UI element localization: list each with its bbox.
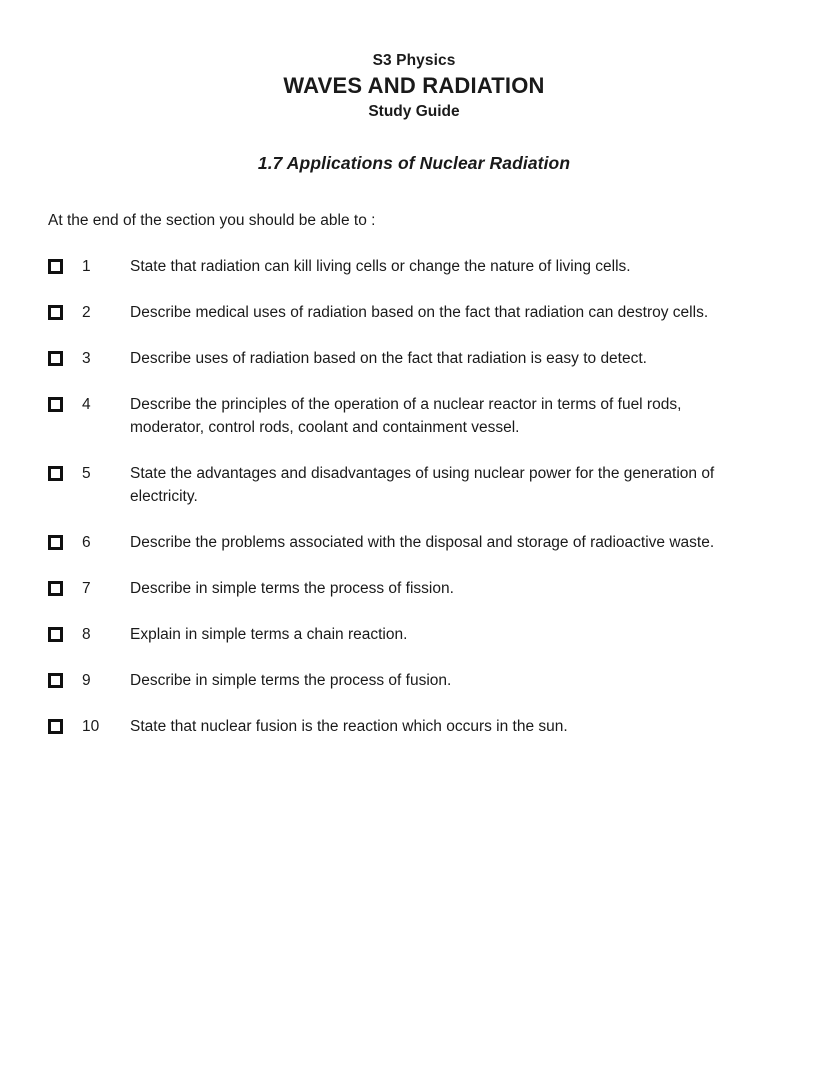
- objective-number: 4: [82, 396, 91, 413]
- objective-number: 9: [82, 672, 91, 689]
- empty-checkbox-icon[interactable]: [48, 397, 63, 412]
- checkbox-cell[interactable]: [48, 669, 82, 688]
- course-label: S3 Physics: [372, 52, 456, 69]
- list-item: [0, 669, 828, 692]
- objective-text: Describe the principles of the operation of a nuclear reactor in terms of fuel rods, moderator, control rods, coolant and containment vessel.: [130, 396, 682, 436]
- empty-checkbox-icon[interactable]: [48, 305, 63, 320]
- list-item: [0, 301, 828, 324]
- checkbox-cell[interactable]: [48, 531, 82, 550]
- document-subtitle: Study Guide: [368, 103, 460, 120]
- objective-number: 3: [82, 350, 91, 367]
- objective-text: Describe the problems associated with the disposal and storage of radioactive waste.: [130, 534, 715, 551]
- objective-text: Describe in simple terms the process of fission.: [130, 580, 454, 597]
- list-item: [0, 347, 828, 370]
- list-item: [0, 255, 828, 278]
- list-item: [0, 462, 828, 508]
- empty-checkbox-icon[interactable]: [48, 351, 63, 366]
- section-heading: 1.7 Applications of Nuclear Radiation: [257, 153, 571, 173]
- checkbox-cell[interactable]: [48, 577, 82, 596]
- document-header: [0, 0, 828, 123]
- empty-checkbox-icon[interactable]: [48, 673, 63, 688]
- checkbox-cell[interactable]: [48, 301, 82, 320]
- objective-text: Explain in simple terms a chain reaction.: [130, 626, 408, 643]
- objective-text: Describe medical uses of radiation based on the fact that radiation can destroy cells.: [130, 304, 709, 321]
- objective-number: 2: [82, 304, 91, 321]
- objective-number: 5: [82, 465, 91, 482]
- checkbox-cell[interactable]: [48, 255, 82, 274]
- objective-number: 1: [82, 258, 91, 275]
- objective-number: 10: [82, 718, 100, 735]
- checkbox-cell[interactable]: [48, 623, 82, 642]
- list-item: [0, 577, 828, 600]
- objective-text: State that radiation can kill living cells or change the nature of living cells.: [130, 258, 631, 275]
- objective-number: 8: [82, 626, 91, 643]
- checkbox-cell[interactable]: [48, 715, 82, 734]
- intro-text: At the end of the section you should be able to :: [48, 212, 376, 229]
- checkbox-cell[interactable]: [48, 462, 82, 481]
- objective-number: 6: [82, 534, 91, 551]
- checkbox-cell[interactable]: [48, 393, 82, 412]
- list-item: [0, 393, 828, 439]
- empty-checkbox-icon[interactable]: [48, 627, 63, 642]
- checkbox-cell[interactable]: [48, 347, 82, 366]
- empty-checkbox-icon[interactable]: [48, 719, 63, 734]
- objective-text: State that nuclear fusion is the reaction which occurs in the sun.: [130, 718, 568, 735]
- objective-text: Describe uses of radiation based on the fact that radiation is easy to detect.: [130, 350, 647, 367]
- objective-number: 7: [82, 580, 91, 597]
- objectives-list: [0, 255, 828, 738]
- objective-text: Describe in simple terms the process of fusion.: [130, 672, 452, 689]
- empty-checkbox-icon[interactable]: [48, 535, 63, 550]
- list-item: [0, 623, 828, 646]
- empty-checkbox-icon[interactable]: [48, 259, 63, 274]
- list-item: [0, 715, 828, 738]
- empty-checkbox-icon[interactable]: [48, 466, 63, 481]
- objective-text: State the advantages and disadvantages of using nuclear power for the generation of electricity.: [130, 465, 715, 505]
- list-item: [0, 531, 828, 554]
- document-title: WAVES AND RADIATION: [283, 73, 545, 98]
- empty-checkbox-icon[interactable]: [48, 581, 63, 596]
